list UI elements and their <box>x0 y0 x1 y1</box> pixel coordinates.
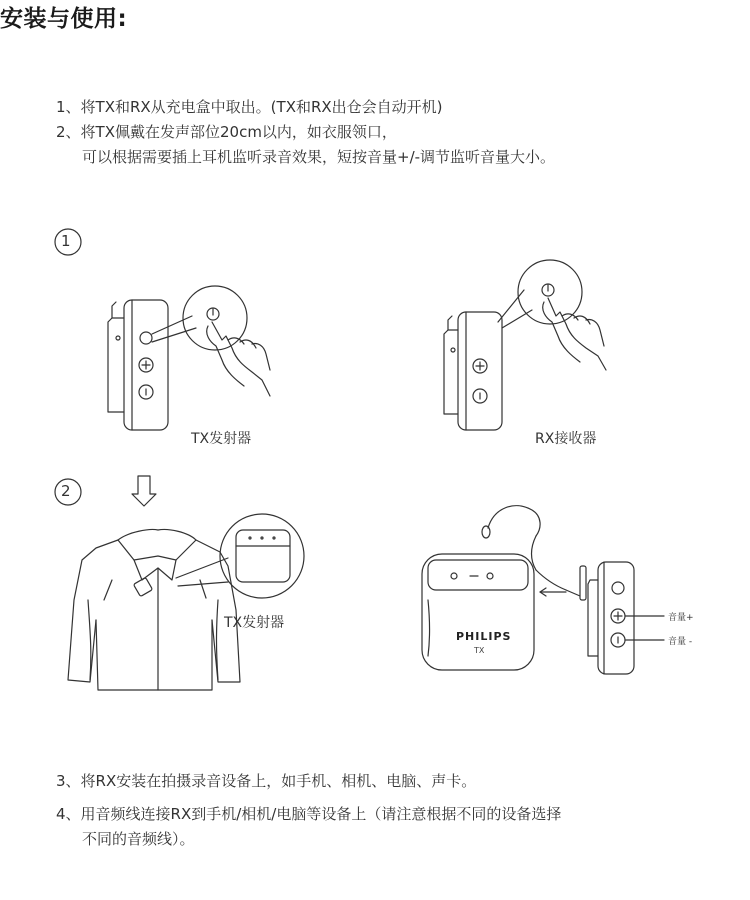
instruction-step-1: 1、将TX和RX从充电盒中取出。(TX和RX出仓会自动开机) <box>56 98 443 116</box>
instruction-step-2-line-2: 可以根据需要插上耳机监听录音效果，短按音量+/-调节监听音量大小。 <box>82 148 556 166</box>
volume-down-label: 音量 - <box>668 637 693 647</box>
rx-receiver-illustration <box>444 260 606 430</box>
tx-caption-2: TX发射器 <box>224 615 285 631</box>
volume-up-label: 音量+ <box>668 613 694 623</box>
instruction-step-4-line-1: 4、用音频线连接RX到手机/相机/电脑等设备上（请注意根据不同的设备选择 <box>56 805 562 823</box>
shirt-illustration <box>68 514 304 690</box>
instruction-step-3: 3、将RX安装在拍摄录音设备上，如手机、相机、电脑、声卡。 <box>56 772 477 790</box>
rx-caption: RX接收器 <box>535 431 597 447</box>
step-marker-1: 1 <box>61 232 71 250</box>
down-arrow-icon <box>132 476 156 506</box>
model-label: TX <box>474 646 485 655</box>
tx-with-headphones-illustration <box>422 506 664 674</box>
step-marker-2: 2 <box>61 482 71 500</box>
tx-transmitter-illustration <box>108 286 270 430</box>
tx-caption: TX发射器 <box>191 431 252 447</box>
instruction-step-2-line-1: 2、将TX佩戴在发声部位20cm以内，如衣服领口， <box>56 123 397 141</box>
brand-logo: PHILIPS <box>456 630 512 643</box>
instruction-step-4-line-2: 不同的音频线）。 <box>82 830 195 848</box>
page-title: 安装与使用: <box>0 6 128 32</box>
